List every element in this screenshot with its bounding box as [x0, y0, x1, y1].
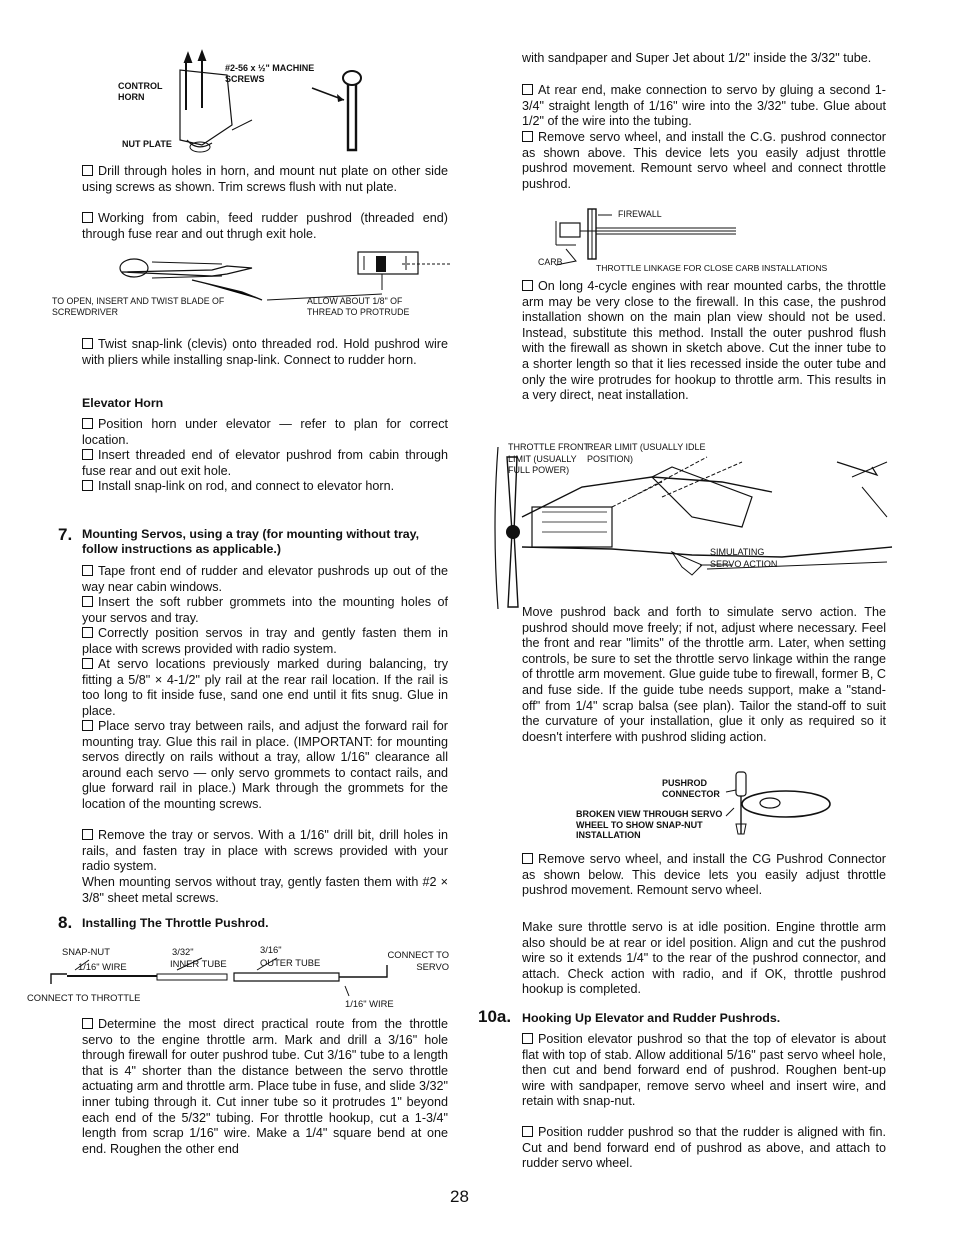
wire-label: 1/16" WIRE	[78, 961, 127, 972]
step-10a-title: Hooking Up Elevator and Rudder Pushrods.	[522, 1011, 781, 1025]
para-servo-locations: At servo locations previously marked during balancing, try fitting a 5/8" × 4-1/2" ply rail at the rear rail location. If the rail is too long to fit inside fuse, sand one end until it fits snug. Glue in place.	[82, 657, 448, 718]
step-10a-number: 10a.	[478, 1007, 512, 1026]
checkbox-icon	[82, 596, 93, 607]
firewall-figure	[536, 205, 886, 277]
checkbox-icon	[82, 658, 93, 669]
wire-bottom-label: 1/16" WIRE	[345, 998, 394, 1009]
para-install-snap-link: Install snap-link on rod, and connect to elevator horn.	[82, 479, 448, 495]
checkbox-icon	[82, 829, 93, 840]
pushrod-connector-figure	[576, 768, 886, 848]
para-twist-snap-link: Twist snap-link (clevis) onto threaded rod. Hold pushrod wire with pliers while installing snap-link. Connect to rudder horn.	[82, 337, 448, 367]
nut-plate-label: NUT PLATE	[122, 139, 172, 149]
para-sandpaper: with sandpaper and Super Jet about 1/2" inside the 3/32" tube.	[522, 51, 872, 65]
connect-to-throttle-label: CONNECT TO THROTTLE	[27, 992, 141, 1003]
para-without-tray: When mounting servos without tray, gently fasten them with #2 × 3/8" sheet metal screws.	[82, 875, 448, 905]
inner-tube-label: INNER TUBE	[170, 958, 227, 969]
snap-nut-label: SNAP-NUT	[62, 946, 110, 957]
checkbox-icon	[82, 212, 93, 223]
carb-label: CARB	[538, 257, 563, 267]
snap-link-left-label: TO OPEN, INSERT AND TWIST BLADE OF SCREWDRIVER	[52, 296, 225, 317]
broken-view-label: BROKEN VIEW THROUGH SERVO WHEEL TO SHOW SNAP-NUT INSTALLATION	[576, 809, 723, 840]
step-7-title: Mounting Servos, using a tray (for mounting without tray, follow instructions as applicable.)	[82, 527, 420, 556]
checkbox-icon	[82, 565, 93, 576]
checkbox-icon	[82, 627, 93, 638]
para-remove-servo-wheel-1: Remove servo wheel, and install the C.G. pushrod connector as shown above. This device lets you easily adjust throttle pushrod movement. Remount servo wheel and connect throttle pushrod.	[522, 130, 886, 191]
para-tape-front: Tape front end of rudder and elevator pushrods up out of the way near cabin windows.	[82, 564, 448, 594]
page-number: 28	[450, 1187, 469, 1206]
control-horn-figure	[82, 50, 382, 165]
para-idle-position: Make sure throttle servo is at idle position. Engine throttle arm also should be at rear or idel position. Align and cut the pushrod wire so it extends 1/4" to the rear of the pushrod connector, and attach. Check action with radio, and if OK, throttle pushrod hookup is completed.	[522, 920, 886, 997]
checkbox-icon	[82, 480, 93, 491]
para-working-from-cabin: Working from cabin, feed rudder pushrod (threaded end) through fuse rear and out thrugh exit hole.	[82, 211, 448, 241]
para-place-servo-tray: Place servo tray between rails, and adjust the forward rail for mounting tray. Glue this rail in place. (IMPORTANT: for mounting servos directly on rails without a tray, allow 1/16" clearance all around each servo — only servo grommets to contact rails, and glue forward rail in place.) Mark through the grommets for the location of the mounting screws.	[82, 719, 448, 811]
step-8-title: Installing The Throttle Pushrod.	[82, 916, 269, 930]
checkbox-icon	[82, 418, 93, 429]
control-horn-label: CONTROL HORN	[118, 81, 163, 102]
step-8-number: 8.	[58, 913, 73, 932]
engine-figure	[492, 437, 892, 609]
firewall-caption: THROTTLE LINKAGE FOR CLOSE CARB INSTALLATIONS	[596, 263, 828, 273]
checkbox-icon	[82, 338, 93, 349]
checkbox-icon	[522, 84, 533, 95]
para-drill-through: Drill through holes in horn, and mount nut plate on other side using screws as shown. Trim screws flush with nut plate.	[82, 164, 448, 194]
checkbox-icon	[522, 853, 533, 864]
para-rear-end: At rear end, make connection to servo by gluing a second 1-3/4" straight length of 1/16" wire into the 3/32" tube. Glue about 1/2" of the wire into the tubing.	[522, 83, 886, 129]
checkbox-icon	[522, 1033, 533, 1044]
throttle-pushrod-figure	[27, 940, 452, 1010]
para-position-servos: Correctly position servos in tray and gently fasten them in place with screws provided with radio system.	[82, 626, 448, 656]
step-7-number: 7.	[58, 525, 73, 544]
checkbox-icon	[82, 449, 93, 460]
para-determine-route: Determine the most direct practical route from the throttle servo to the engine throttle arm. Mark and drill a 3/16" hole through firewall for outer pushrod tube. Cut 3/16" tube to a length that is 4" shorter than the distance between the servo throttle actuating arm and throttle arm. Place tube in fuse, and slide 3/32" inner tubing through it. Cut inner tube so it protrudes 1" beyond each end of the 5/32" tubing. For throttle hookup, cut a 1-3/4" length from scrap 1/16" wire. Make a 1/4" square bend at one end. Roughen the other end	[82, 1017, 448, 1156]
outer-size-label: 3/16"	[260, 944, 282, 955]
checkbox-icon	[82, 1018, 93, 1029]
para-position-elevator: Position elevator pushrod so that the top of elevator is about flat with top of stab. Allow additional 5/16" past servo wheel hole, then cut and bend forward end of pushrod. Roughen bent-up wire with sandpaper, remove servo wheel and insert wire, and retain with snap-nut.	[522, 1032, 886, 1109]
throttle-front-limit-label: THROTTLE FRONT LIMIT (USUALLY FULL POWER)	[508, 442, 589, 475]
inner-size-label: 3/32"	[172, 946, 194, 957]
checkbox-icon	[522, 1126, 533, 1137]
para-position-rudder: Position rudder pushrod so that the rudder is aligned with fin. Cut and bend forward end of pushrod as above, and attach to rudder servo wheel.	[522, 1125, 886, 1171]
para-long-4-cycle: On long 4-cycle engines with rear mounted carbs, the throttle arm may be very close to the firewall. In this case, the pushrod installation shown on the main plan view should not be used. Instead, substitute this method. Install the outer pushrod flush with the firewall as shown in sketch above. Cut the inner tube to a shorter length so that it lies recessed inside the outer tube and only the wire protrudes for hookup to throttle arm. This results in a very direct, neat installation.	[522, 279, 886, 403]
para-insert-threaded: Insert threaded end of elevator pushrod from cabin through fuse rear and out exit hole.	[82, 448, 448, 478]
firewall-label: FIREWALL	[618, 209, 662, 219]
connect-to-servo-label: CONNECT TO SERVO	[387, 949, 449, 972]
snap-link-figure	[52, 250, 452, 325]
elevator-horn-heading: Elevator Horn	[82, 396, 164, 410]
simulating-servo-label: SIMULATING SERVO ACTION	[710, 547, 778, 569]
para-insert-grommets: Insert the soft rubber grommets into the mounting holes of your servos and tray.	[82, 595, 448, 625]
checkbox-icon	[82, 165, 93, 176]
checkbox-icon	[82, 720, 93, 731]
para-remove-servo-wheel-2: Remove servo wheel, and install the CG Pushrod Connector as shown below. This device lets you easily adjust throttle pushrod movement. Remount servo wheel.	[522, 852, 886, 898]
para-position-horn: Position horn under elevator — refer to plan for correct location.	[82, 417, 448, 447]
checkbox-icon	[522, 280, 533, 291]
machine-screws-label: #2-56 x ½" MACHINE SCREWS	[225, 63, 315, 84]
rear-limit-label: REAR LIMIT (USUALLY IDLE POSITION)	[587, 442, 706, 464]
outer-tube-label: OUTER TUBE	[260, 957, 321, 968]
pushrod-connector-label: PUSHROD CONNECTOR	[662, 778, 720, 799]
snap-link-right-label: ALLOW ABOUT 1/8" OF THREAD TO PROTRUDE	[307, 296, 410, 317]
para-move-pushrod: Move pushrod back and forth to simulate servo action. The pushrod should move freely; if not, adjust where necessary. Feel the front and rear "limits" of the throttle arm. Later, when setting controls, be sure to set the throttle servo linkage within the range of throttle arm movement. Glue guide tube to firewall, former B, C and fuse side. If the guide tube needs support, make a "stand-off" from 1/4" scrap balsa (see plan). Tailor the stand-off to suit the curvature of your installation, glue it only as required so it doesn't interfere with pushrod sliding action.	[522, 605, 886, 744]
para-remove-tray: Remove the tray or servos. With a 1/16" drill bit, drill holes in rails, and fasten tray in place with screws provided with your radio system.	[82, 828, 448, 874]
checkbox-icon	[522, 131, 533, 142]
